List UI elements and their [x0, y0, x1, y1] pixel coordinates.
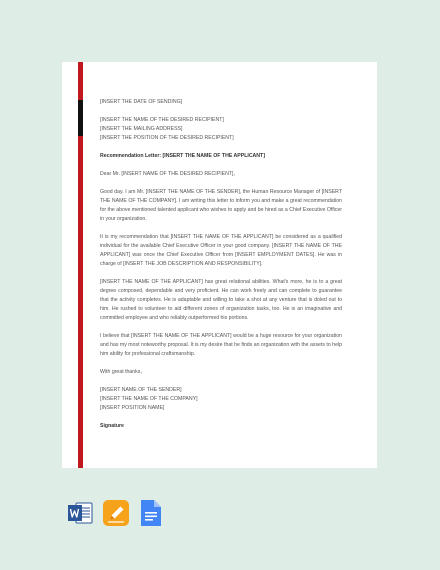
letter-closing: With great thanks,	[100, 369, 142, 375]
letter-subject: Recommendation Letter: [INSERT THE NAME OF THE APPLICANT]	[100, 153, 265, 159]
paragraph-3: [INSERT THE NAME OF THE APPLICANT] has great relational abilities. What's more, he is to a great degree composed, dependable and very proficient. He can work freely and can complete to guarantee that the activity completes. He is adaptable and willing to take a shot at any venture that is doled out to him. He rushed to volunteer to aid different zones of organization tasks, too. He is an imaginative and committed employee and who reliably outperformed his portions.	[100, 279, 342, 321]
pages-icon[interactable]	[103, 500, 129, 526]
word-icon[interactable]	[67, 500, 93, 526]
recipient-position: [INSERT THE POSITION OF THE DESIRED RECIPIENT]	[100, 135, 234, 141]
recipient-address: [INSERT THE MAILING ADDRESS]	[100, 126, 183, 132]
black-accent-tab	[78, 100, 83, 136]
recipient-name: [INSERT THE NAME OF THE DESIRED RECIPIENT]	[100, 117, 224, 123]
letter-page	[62, 62, 377, 468]
sender-position: [INSERT POSITION NAME]	[100, 405, 165, 411]
paragraph-2: It is my recommendation that [INSERT THE NAME OF THE APPLICANT] be considered as a qualified individual for the available Chief Executive Officer in your good company. [INSERT THE NAME OF THE APPLICANT] was once the Chief Executive Officer from [INSERT EMPLOYMENT DATES]. He was in charge of [INSERT THE JOB DESCRIPTION AND RESPONSIBILITY].	[100, 234, 342, 267]
letter-date: [INSERT THE DATE OF SENDING]	[100, 99, 183, 105]
google-docs-icon[interactable]	[137, 500, 163, 526]
letter-content	[100, 98, 342, 431]
paragraph-1: Good day. I am Mr. [INSERT THE NAME OF THE SENDER], the Human Resource Manager of [INSERT THE NAME OF THE COMPANY]. I am writing this letter to inform you and make a great recommendation for the above mentioned talented applicant who wishes to apply and be hired as a Chief Executive Officer in your organization.	[100, 189, 342, 222]
letter-greeting: Dear Mr. [INSERT NAME OF THE DESIRED RECIPIENT],	[100, 171, 235, 177]
sender-company: [INSERT THE NAME OF THE COMPANY]	[100, 396, 198, 402]
signature-label: Signature	[100, 423, 124, 429]
paragraph-4: I believe that [INSERT THE NAME OF THE APPLICANT] would be a huge resource for your organization and has my most noteworthy proposal. It is my desire that he finds an organization with the assets to help him ability for professional craftsmanship.	[100, 333, 342, 357]
sender-name: [INSERT NAME OF THE SENDER]	[100, 387, 182, 393]
